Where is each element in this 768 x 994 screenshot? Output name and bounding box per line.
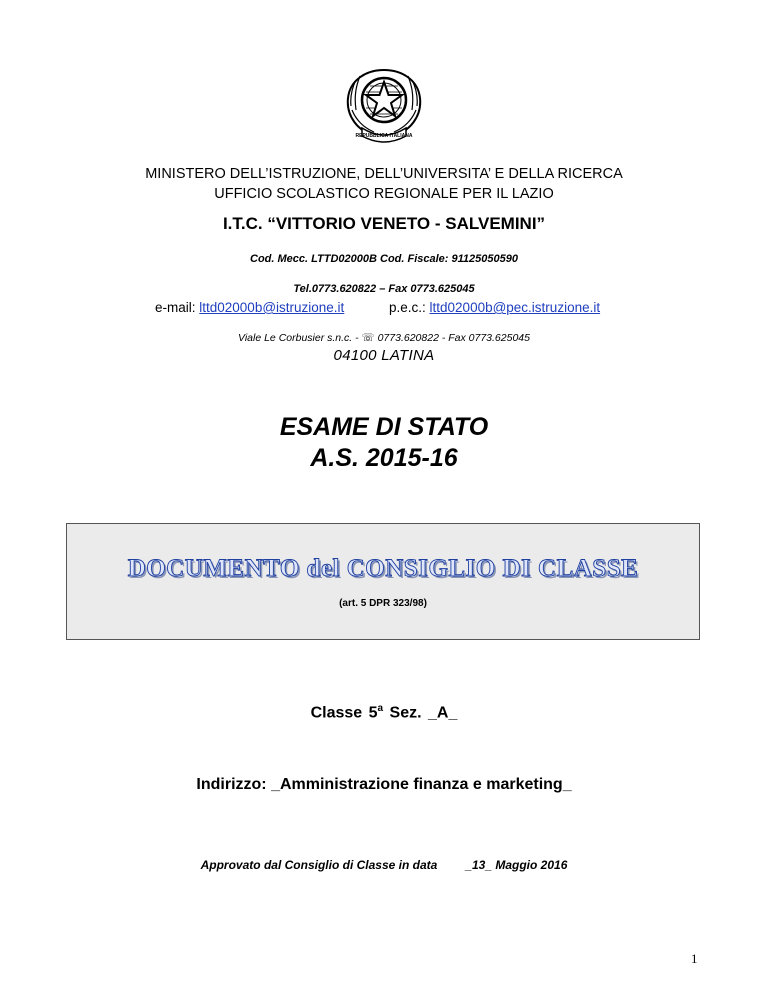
tel-fax-line: Tel.0773.620822 – Fax 0773.625045 — [293, 283, 475, 295]
class-section — [0, 703, 768, 722]
ministry-line: MINISTERO DELL’ISTRUZIONE, DELL’UNIVERSITA’ E DELLA RICERCA — [145, 166, 623, 182]
school-address: Viale Le Corbusier s.n.c. - ☏ 0773.620822 - Fax 0773.625045 — [238, 332, 530, 344]
exam-title: ESAME DI STATO — [279, 413, 489, 441]
pec-line — [389, 300, 600, 315]
school-city: 04100 LATINA — [333, 347, 435, 364]
approval-date: _13_ Maggio 2016 — [465, 858, 568, 872]
ministry-heading — [0, 164, 768, 204]
approval-line — [0, 858, 768, 872]
class-label: Classe 5 — [310, 704, 378, 722]
document-title: DOCUMENTO del CONSIGLIO DI CLASSE — [127, 555, 639, 582]
document-title-box — [66, 523, 700, 640]
pec-label: p.e.c.: — [389, 300, 430, 315]
italian-republic-emblem-icon — [336, 66, 432, 144]
pec-link[interactable]: lttd02000b@pec.istruzione.it — [429, 300, 601, 315]
emblem-inscription: REPUBBLICA ITALIANA — [355, 133, 413, 139]
email-line — [155, 300, 344, 315]
page-number: 1 — [691, 951, 698, 966]
approval-label: Approvato dal Consiglio di Classe in data — [200, 858, 438, 872]
school-year: A.S. 2015-16 — [310, 444, 458, 472]
school-name: I.T.C. “VITTORIO VENETO - SALVEMINI” — [222, 214, 546, 233]
document-reference: (art. 5 DPR 323/98) — [339, 598, 427, 609]
email-link[interactable]: lttd02000b@istruzione.it — [199, 300, 345, 315]
regional-office-line: UFFICIO SCOLASTICO REGIONALE PER IL LAZIO — [214, 186, 554, 202]
class-superscript: a — [377, 703, 384, 714]
section-label: Sez. _A_ — [383, 704, 458, 722]
school-codes: Cod. Mecc. LTTD02000B Cod. Fiscale: 91125050590 — [250, 253, 518, 265]
exam-heading — [0, 412, 768, 474]
course-address: Indirizzo: _Amministrazione finanza e marketing_ — [196, 776, 572, 793]
email-label: e-mail: — [155, 300, 200, 315]
